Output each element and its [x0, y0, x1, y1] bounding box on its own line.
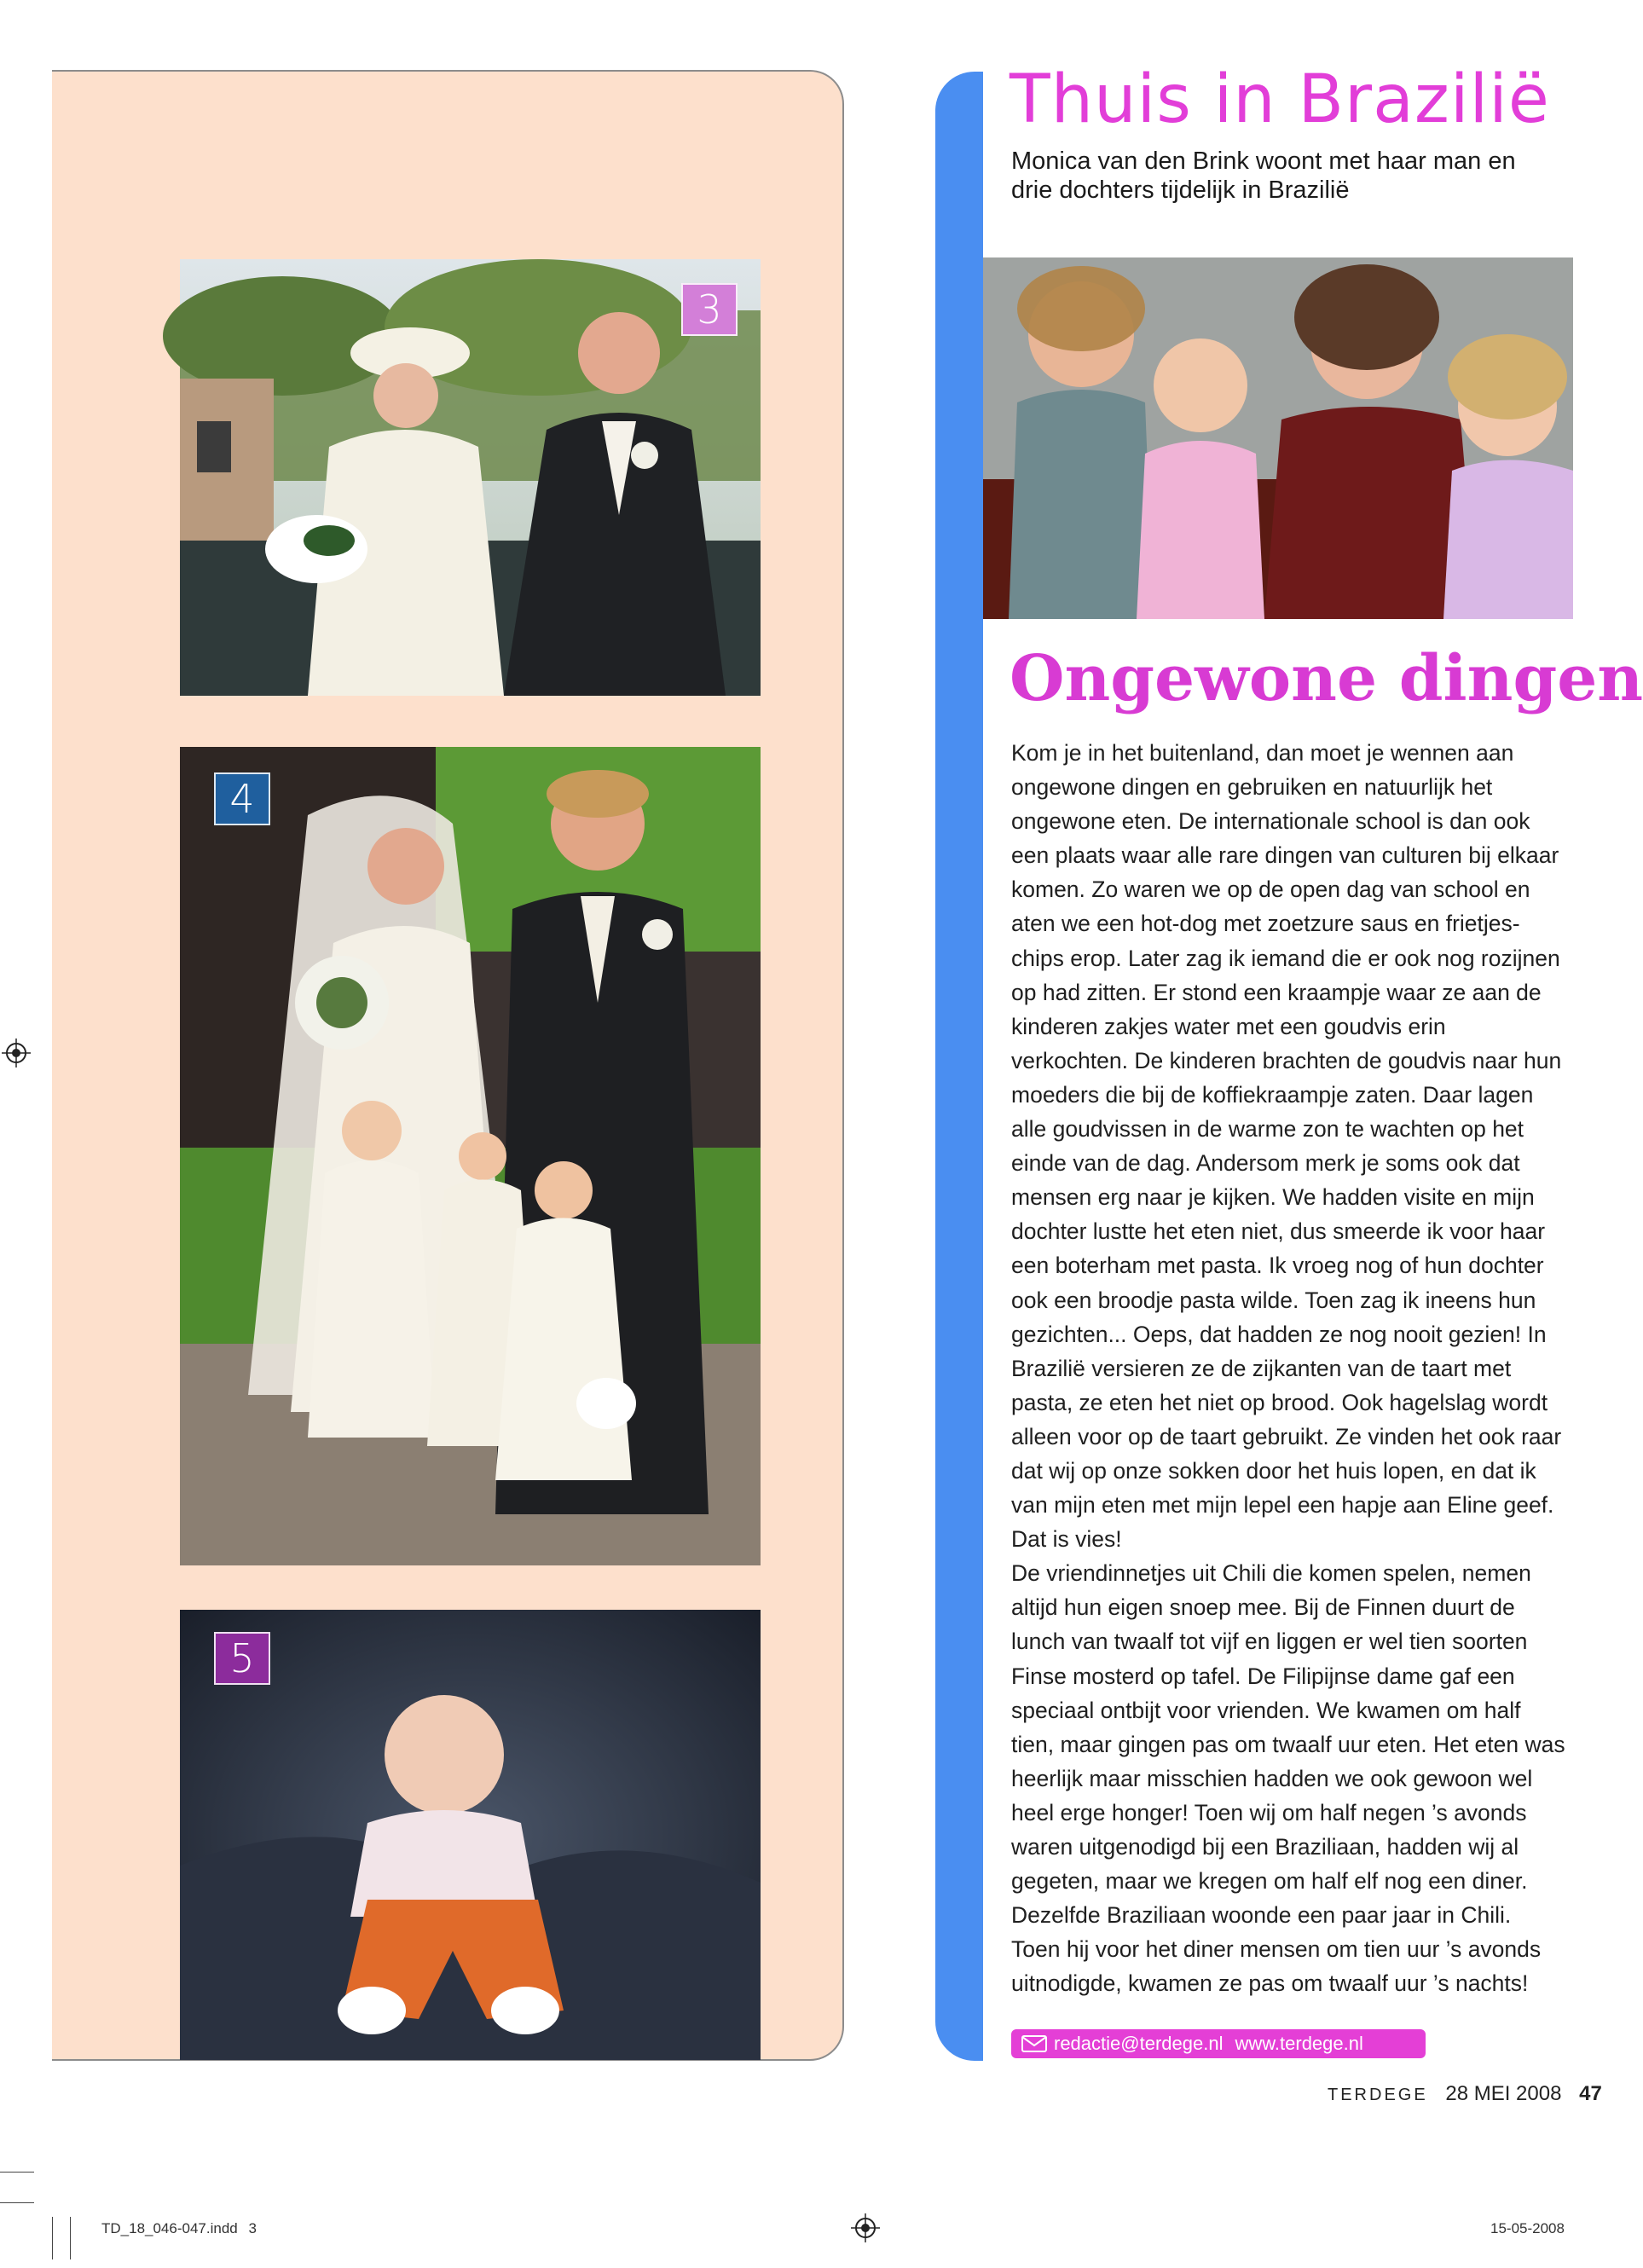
- slug-file: TD_18_046-047.indd: [101, 2220, 238, 2236]
- contact-email[interactable]: redactie@terdege.nl: [1054, 2033, 1224, 2054]
- footer-date: 28 MEI 2008: [1445, 2082, 1562, 2105]
- registration-mark-icon: [2, 1039, 31, 1071]
- slug-date: 15-05-2008: [1490, 2220, 1565, 2236]
- photo-number-badge: 4: [214, 772, 270, 825]
- crop-mark: [0, 2202, 34, 2203]
- footer-page-number: 47: [1579, 2082, 1602, 2105]
- contact-website[interactable]: www.terdege.nl: [1235, 2033, 1363, 2054]
- footer-magazine: TERDEGE: [1328, 2086, 1428, 2104]
- page-title: Thuis in Brazilië: [1010, 61, 1550, 138]
- print-slug: [101, 2220, 257, 2237]
- crop-mark: [52, 2217, 53, 2259]
- accent-bar: [935, 72, 983, 2061]
- section-heading: Ongewone dingen: [1010, 642, 1643, 715]
- article-body: [1011, 736, 1565, 2000]
- photo-number-badge: 5: [214, 1632, 270, 1685]
- registration-mark-icon: [851, 2213, 880, 2246]
- crop-mark: [0, 2172, 34, 2173]
- slug-page: 3: [248, 2220, 257, 2236]
- page-footer: [1328, 2082, 1602, 2106]
- crop-mark: [70, 2217, 71, 2259]
- photo-wedding-party: [180, 747, 761, 1565]
- photo-family: [983, 257, 1573, 619]
- envelope-icon: [1021, 2035, 1047, 2052]
- photo-wedding-couple: [180, 259, 761, 696]
- contact-bar: [1011, 2029, 1426, 2058]
- photo-baby: [180, 1610, 761, 2060]
- article-paragraph: Kom je in het buitenland, dan moet je wennen aan ongewone dingen en gebruiken en natuurlijk het ongewone eten. De internationale school is dan ook een plaats waar alle rare dingen van culturen bij elkaar komen. Zo waren we op de open dag van school en aten we een hot-dog met zoetzure saus en frietjes-chips erop. Later zag ik iemand die er ook nog rozijnen op had zitten. Er stond een kraampje waar ze aan de kinderen zakjes water met een goudvis erin verkochten. De kinderen brachten de goudvis naar hun moeders die bij de koffiekraampje zaten. Daar lagen alle goudvissen in de warme zon te wachten op het einde van de dag. Andersom merk je soms ook dat mensen erg naar je kijken. We hadden visite en mijn dochter lustte het eten niet, dus smeerde ik voor haar een boterham met pasta. Ik vroeg nog of hun dochter ook een broodje pasta wilde. Toen zag ik ineens hun gezichten... Oeps, dat hadden ze nog nooit gezien! In Brazilië versieren ze de zijkanten van de taart met pasta, ze eten het niet op brood. Ook hagelslag wordt alleen voor op de taart gebruikt. Ze vinden het ook raar dat wij op onze sokken door het huis lopen, en dat ik van mijn eten met mijn lepel een hapje aan Eline geef. Dat is vies!: [1011, 740, 1562, 1553]
- article-intro: Monica van den Brink woont met haar man en drie dochters tijdelijk in Brazilië: [1011, 148, 1516, 204]
- photo-number-badge: 3: [681, 283, 738, 336]
- article-paragraph: De vriendinnetjes uit Chili die komen spelen, nemen altijd hun eigen snoep mee. Bij de Finnen duurt de lunch van twaalf tot vijf en liggen er wel tien soorten Finse mosterd op tafel. De Filipijnse dame gaf een speciaal ontbijt voor vrienden. We kwamen om half tien, maar gingen pas om twaalf uur eten. Het eten was heerlijk maar misschien hadden we ook gewoon wel heel erge honger! Toen wij om half negen ’s avonds waren uitgenodigd bij een Braziliaan, hadden wij al gegeten, maar we kregen om half elf nog een diner. Dezelfde Braziliaan woonde een paar jaar in Chili. Toen hij voor het diner mensen om tien uur ’s avonds uitnodigde, kwamen ze pas om twaalf uur ’s nachts!: [1011, 1560, 1565, 1997]
